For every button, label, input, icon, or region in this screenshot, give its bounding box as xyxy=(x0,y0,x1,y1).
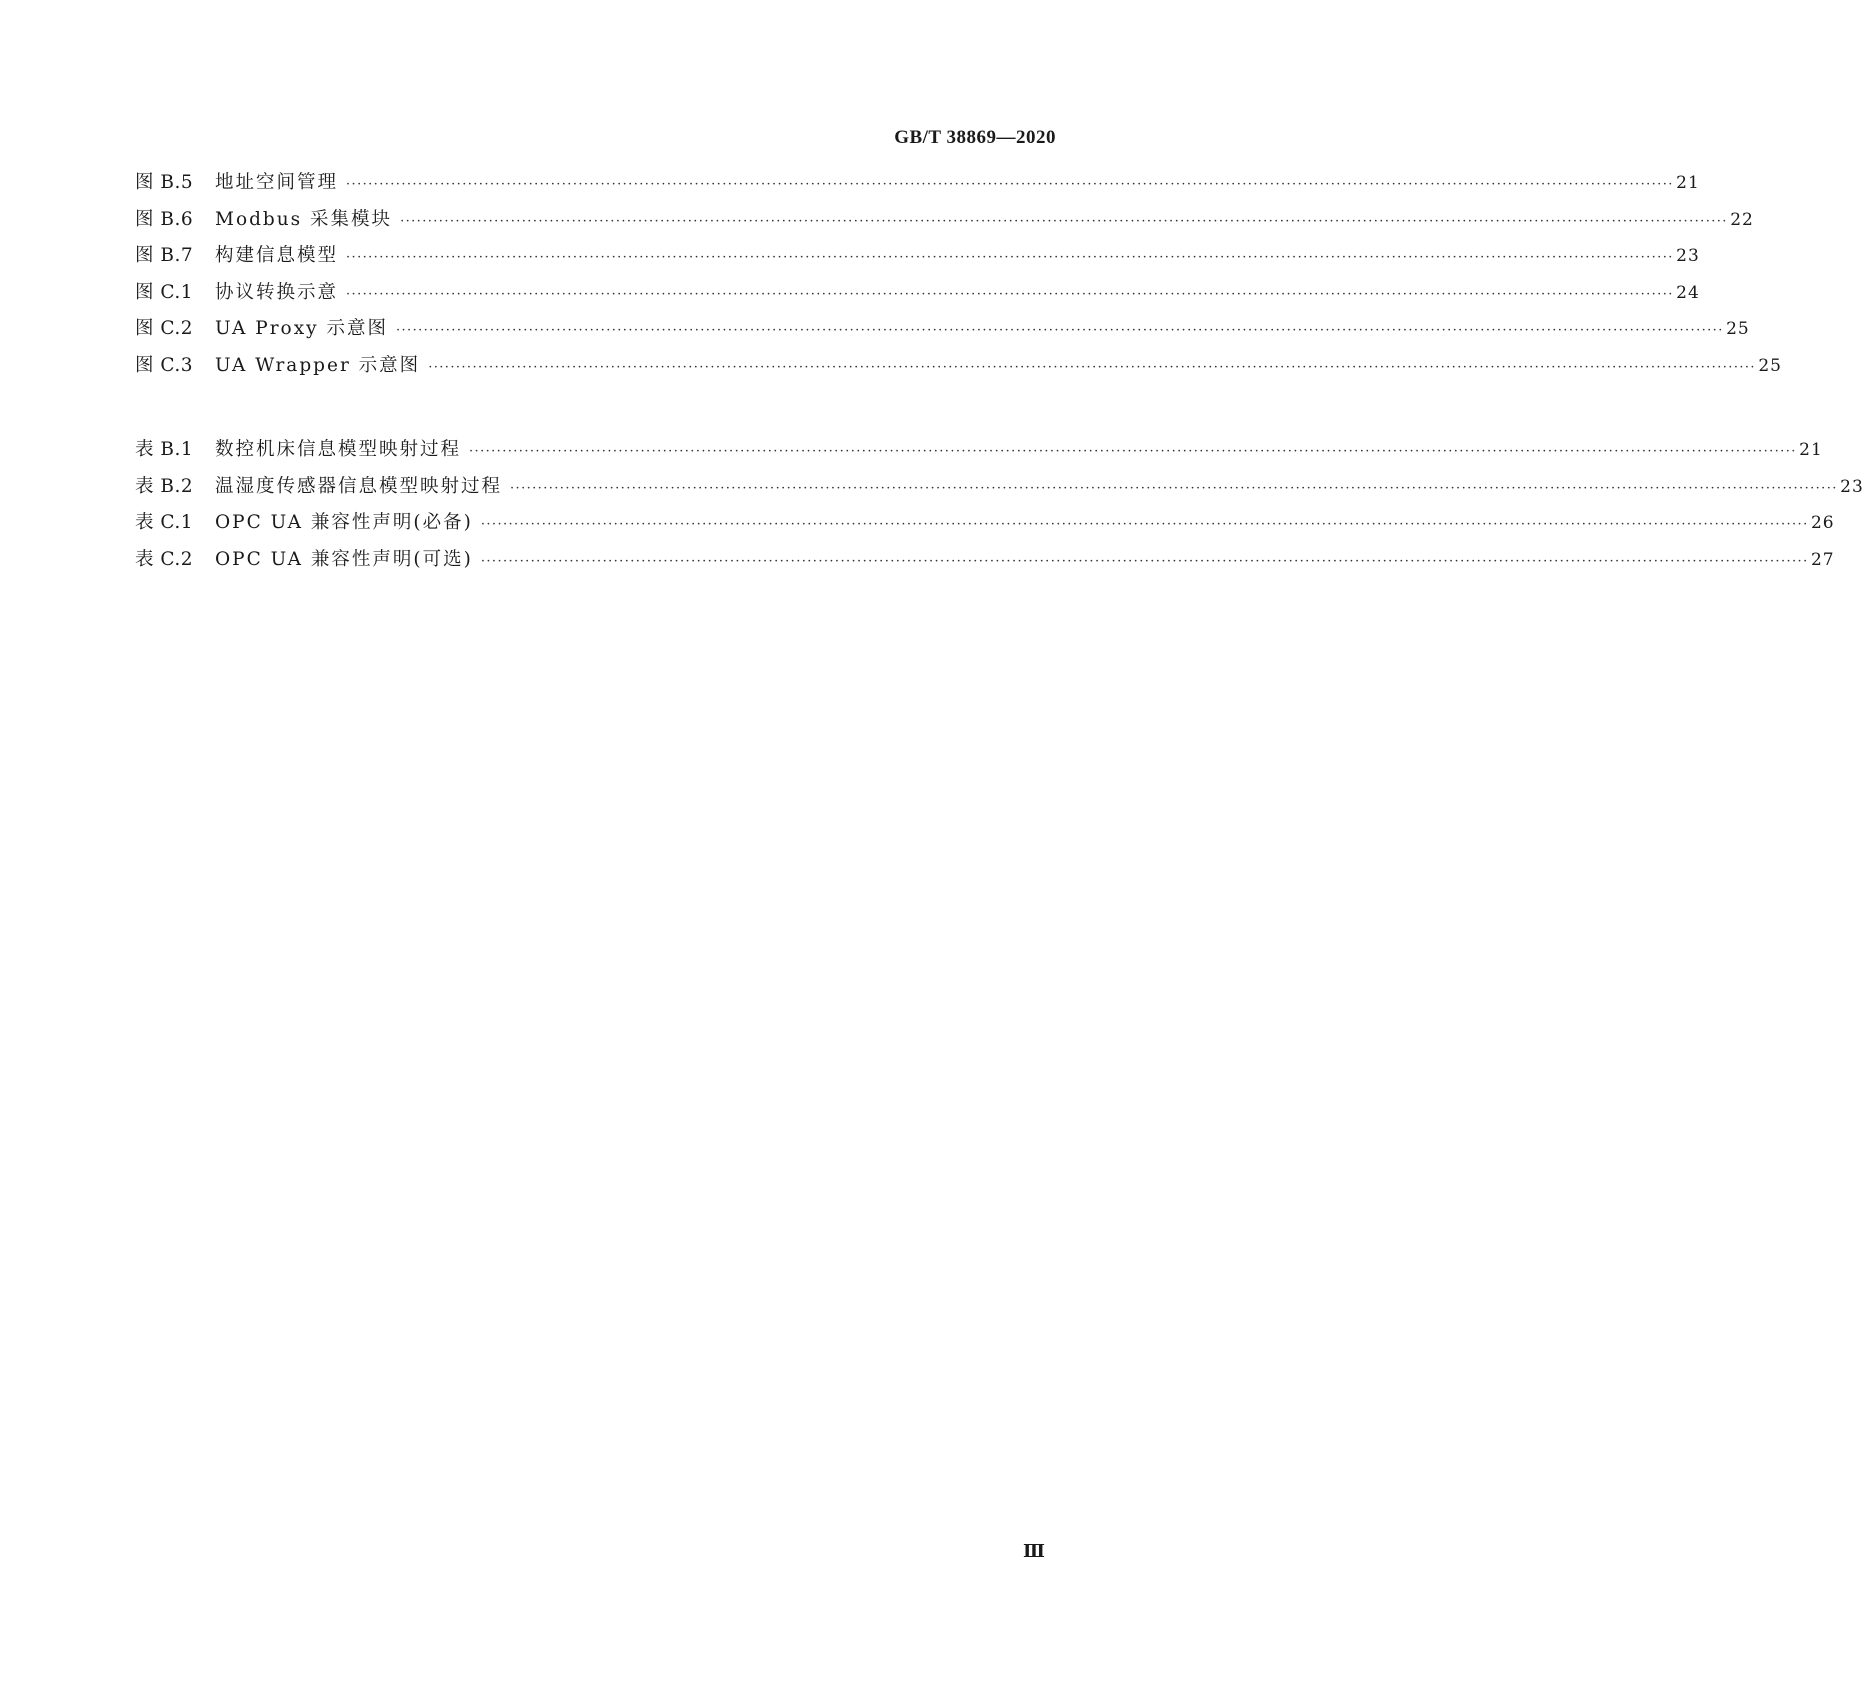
toc-entry-label: 表 B.1 xyxy=(135,439,194,460)
toc-dot-leader: ················································································································································································································································ xyxy=(480,517,1809,533)
toc-entry-page: 23 xyxy=(1676,246,1700,267)
page-folio: Ⅲ xyxy=(1023,1541,1044,1561)
toc-entry-label: 图 C.3 xyxy=(135,354,194,376)
toc-entry-title: UA Wrapper 示意图 xyxy=(215,354,421,376)
toc-entry[interactable] xyxy=(135,245,1700,282)
toc-entry-label: 图 B.5 xyxy=(135,172,194,193)
toc-entry-title: 温湿度传感器信息模型映射过程 xyxy=(215,475,503,497)
toc-entry-label: 图 C.1 xyxy=(135,281,194,303)
toc-entry[interactable] xyxy=(135,354,1782,392)
toc-entry-label: 表 B.2 xyxy=(135,475,194,497)
toc-entry[interactable] xyxy=(135,208,1754,246)
toc-entry-page: 23 xyxy=(1840,476,1864,497)
toc-entry-title: 地址空间管理 xyxy=(215,172,339,193)
toc-entry-title: 构建信息模型 xyxy=(215,245,339,267)
toc-dot-leader: ················································································································································································································································ xyxy=(346,250,1674,266)
toc-dot-leader: ················································································································································································································································ xyxy=(346,286,1674,302)
toc-entry-title: 协议转换示意 xyxy=(215,281,339,303)
toc-entry-page: 27 xyxy=(1810,549,1835,570)
toc-entry-label: 图 B.6 xyxy=(135,208,194,230)
toc-entry-title: OPC UA 兼容性声明(必备) xyxy=(215,512,473,534)
toc-dot-leader: ················································································································································································································································ xyxy=(395,323,1724,339)
toc-entry-title: 数控机床信息模型映射过程 xyxy=(215,439,462,460)
toc-entry-label: 表 C.2 xyxy=(135,548,194,570)
toc-entry[interactable] xyxy=(135,318,1750,355)
toc-entry[interactable] xyxy=(135,439,1823,476)
toc-entry-page: 25 xyxy=(1758,355,1782,376)
toc-dot-leader: ················································································································································································································································ xyxy=(469,444,1797,459)
toc-entry[interactable] xyxy=(135,548,1835,586)
toc-entry[interactable] xyxy=(135,281,1700,319)
toc-entry-page: 21 xyxy=(1676,173,1700,193)
toc-entry-page: 24 xyxy=(1676,282,1700,303)
figure-list xyxy=(135,172,1782,392)
toc-entry-label: 图 B.7 xyxy=(135,245,194,267)
toc-dot-leader: ················································································································································································································································ xyxy=(346,177,1674,192)
toc-entry-title: OPC UA 兼容性声明(可选) xyxy=(215,548,473,570)
toc-entry-label: 图 C.2 xyxy=(135,318,194,340)
toc-dot-leader: ················································································································································································································································ xyxy=(510,480,1838,496)
toc-dot-leader: ················································································································································································································································ xyxy=(480,553,1809,569)
toc-entry[interactable] xyxy=(135,475,1864,513)
toc-entry[interactable] xyxy=(135,172,1700,209)
toc-dot-leader: ················································································································································································································································ xyxy=(428,359,1756,375)
toc-entry-page: 26 xyxy=(1810,513,1835,534)
standard-number: GB/T 38869—2020 xyxy=(894,127,1056,148)
toc-dot-leader: ················································································································································································································································ xyxy=(400,213,1728,229)
toc-entry-title: Modbus 采集模块 xyxy=(215,208,393,230)
toc-entry-label: 表 C.1 xyxy=(135,512,194,534)
toc-entry-page: 22 xyxy=(1730,209,1754,230)
toc-entry-title: UA Proxy 示意图 xyxy=(215,318,388,340)
toc-entry-page: 21 xyxy=(1799,440,1823,460)
table-list xyxy=(135,439,1864,585)
toc-entry[interactable] xyxy=(135,512,1835,549)
toc-entry-page: 25 xyxy=(1726,319,1750,340)
